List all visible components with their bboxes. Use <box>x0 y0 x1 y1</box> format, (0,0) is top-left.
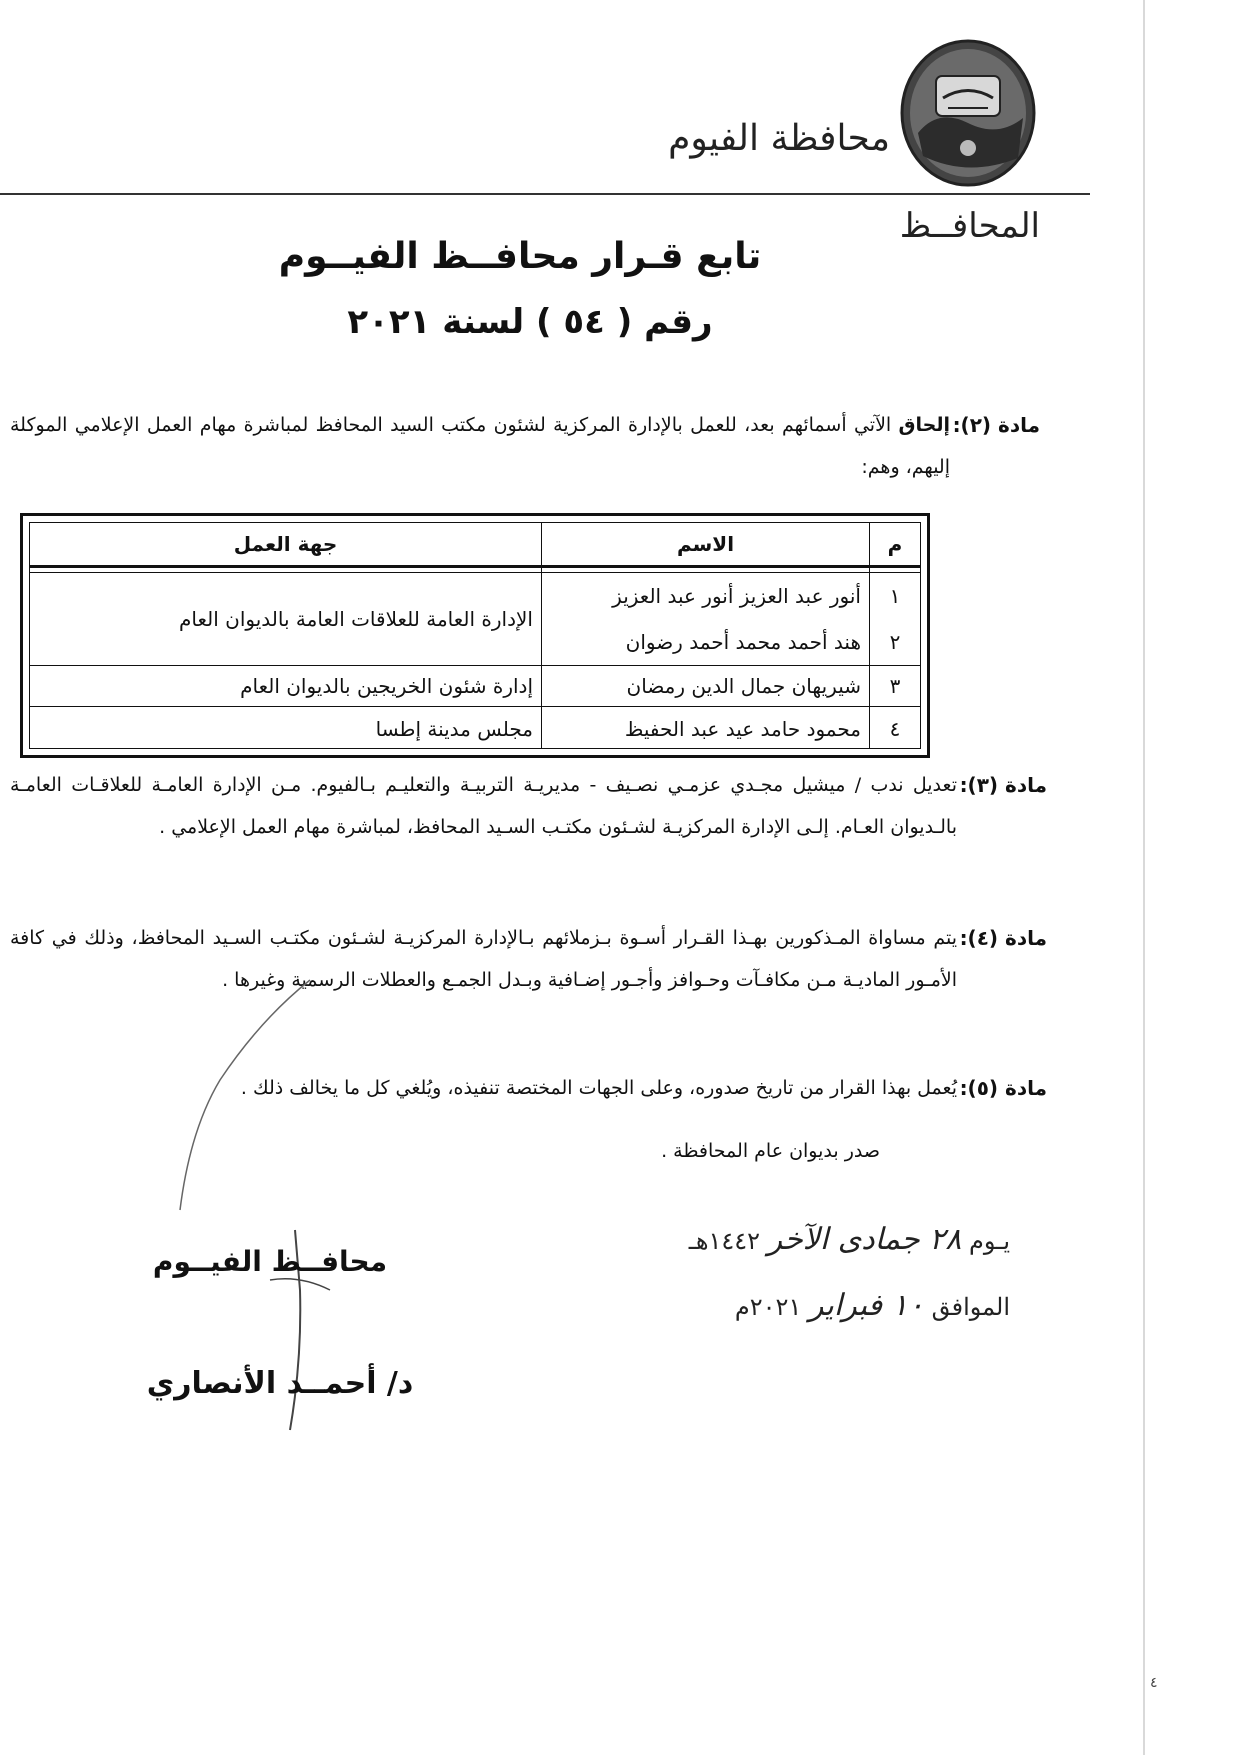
hijri-handwritten: ٢٨ جمادى الآخر <box>767 1222 962 1257</box>
table-cell-name: هند أحمد محمد أحمد رضوان <box>625 630 861 654</box>
article-label: مادة (٤): <box>959 926 1047 950</box>
article-body: يُعمل بهذا القرار من تاريخ صدوره، وعلى الجهات المختصة تنفيذه، ويُلغي كل ما يخالف ذلك . <box>240 1077 957 1099</box>
table-cell-name: أنور عبد العزيز أنور عبد العزيز <box>612 584 861 608</box>
hijri-year: ١٤٤٢هـ <box>688 1227 761 1255</box>
gregorian-handwritten: ١٠ فبراير <box>808 1288 924 1323</box>
handwritten-signature-icon <box>150 960 370 1480</box>
signature-name: د/ أحمــد الأنصاري <box>146 1366 414 1401</box>
table-header-name: الاسم <box>676 532 735 556</box>
article-label: مادة (٢): <box>952 413 1040 437</box>
table-header-workplace: جهة العمل <box>233 532 338 556</box>
hijri-date <box>650 1222 1010 1257</box>
page-edge-line <box>1143 0 1145 1755</box>
gregorian-date <box>650 1288 1010 1323</box>
signature-title: محافــظ الفيــوم <box>152 1245 388 1278</box>
header-divider <box>0 193 1090 195</box>
table-cell-name: شيريهان جمال الدين رمضان <box>626 674 861 698</box>
names-table <box>20 513 930 758</box>
article-text <box>10 404 950 488</box>
decree-title: تابع قـرار محافــظ الفيــوم <box>278 236 762 277</box>
article-3 <box>10 764 1047 894</box>
table-header-num: م <box>887 532 903 556</box>
article-text <box>10 764 957 848</box>
governorate-seal-icon <box>898 38 1038 188</box>
article-label: مادة (٥): <box>959 1076 1047 1100</box>
table-inner-border <box>29 522 921 749</box>
governorate-name: محافظة الفيوم <box>668 118 890 159</box>
article-body: تعديل ندب / ميشيل مجـدي عزمـي نصـيف - مديريـة التربيـة والتعليـم بـالفيوم. مـن الإدارة العامـة للعلاقـات العامـة بالـديوان العـام. إلـى الإدارة المركزيـة لشـئون مكتـب السـيد المحافظ، لمباشرة مهام العمل الإعلامي . <box>10 774 957 838</box>
article-2 <box>10 404 1040 494</box>
governor-label: المحافــظ <box>899 206 1040 246</box>
table-cell-num: ٣ <box>889 674 901 698</box>
table-cell-num: ٢ <box>889 630 901 654</box>
issued-statement: صدر بديوان عام المحافظة . <box>661 1140 880 1162</box>
table-cell-workplace: إدارة شئون الخريجين بالديوان العام <box>240 674 533 698</box>
gregorian-year: ٢٠٢١م <box>734 1293 802 1321</box>
gregorian-prefix: الموافق <box>931 1293 1010 1321</box>
table-cell-workplace: مجلس مدينة إطسا <box>375 716 533 741</box>
margin-mark: ٤ <box>1150 1675 1158 1691</box>
article-label: مادة (٣): <box>959 773 1047 797</box>
table-cell-num: ١ <box>889 584 901 608</box>
table-cell-name: محمود حامد عيد عبد الحفيظ <box>624 716 861 741</box>
table-header-divider <box>30 565 920 568</box>
article-body: الآتي أسمائهم بعد، للعمل بالإدارة المركزية لشئون مكتب السيد المحافظ لمباشرة مهام العمل الإعلامي الموكلة إليهم، وهم: <box>10 414 950 478</box>
article-lead-word: إلحاق <box>898 414 950 436</box>
table-cell-num: ٤ <box>889 716 901 741</box>
hijri-prefix: يـوم <box>969 1227 1010 1255</box>
decree-number: رقم ( ٥٤ ) لسنة ٢٠٢١ <box>347 302 713 342</box>
article-body: يتم مساواة المـذكورين بهـذا القـرار أسـوة بـزملائهم بـالإدارة المركزيـة لشـئون مكتـب السـيد المحافظ، وذلك في كافة الأمـور الماديـة مـن مكافـآت وحـوافز وأجـور إضـافية وبـدل الجمـع والعطلات الرسمية وغيرها . <box>10 927 957 991</box>
table-cell-workplace: الإدارة العامة للعلاقات العامة بالديوان العام <box>179 607 533 631</box>
